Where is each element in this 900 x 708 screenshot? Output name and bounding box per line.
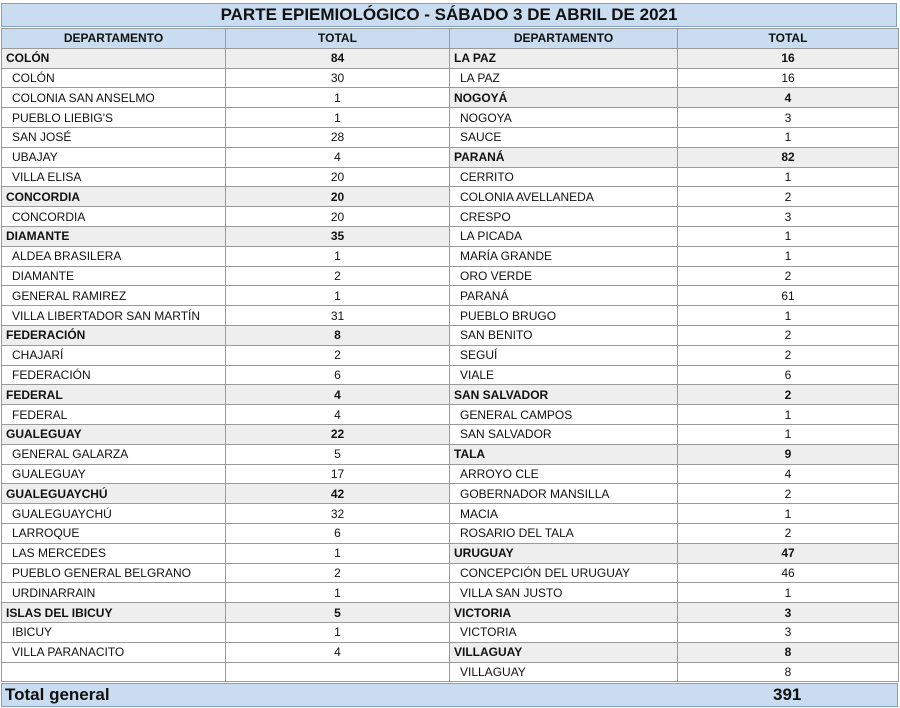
- table-header-row: [2, 29, 899, 49]
- locality-total-left: [226, 662, 450, 682]
- locality-total-right: 2: [678, 484, 899, 504]
- locality-name-right: SAN SALVADOR: [450, 424, 678, 444]
- locality-total-left: 30: [226, 68, 450, 88]
- locality-total-left: 1: [226, 88, 450, 108]
- department-total-left: 4: [226, 385, 450, 405]
- locality-total-left: 4: [226, 642, 450, 662]
- locality-total-left: 4: [226, 405, 450, 425]
- locality-name-left: CHAJARÍ: [2, 345, 226, 365]
- department-total-right: 8: [678, 642, 899, 662]
- locality-name-right: ORO VERDE: [450, 266, 678, 286]
- locality-name-right: LA PAZ: [450, 68, 678, 88]
- locality-total-right: 4: [678, 464, 899, 484]
- locality-total-left: 32: [226, 504, 450, 524]
- locality-total-left: 1: [226, 286, 450, 306]
- cases-table: [1, 28, 899, 682]
- department-total-left: 35: [226, 226, 450, 246]
- total-general-label: Total general: [5, 685, 110, 704]
- locality-name-left: VILLA PARANACITO: [2, 642, 226, 662]
- locality-name-right: VILLA SAN JUSTO: [450, 583, 678, 603]
- locality-total-right: 61: [678, 286, 899, 306]
- department-total-right: 3: [678, 603, 899, 623]
- locality-name-right: CONCEPCIÓN DEL URUGUAY: [450, 563, 678, 583]
- department-name-left: CONCORDIA: [2, 187, 226, 207]
- locality-total-left: 28: [226, 127, 450, 147]
- locality-name-right: PARANÁ: [450, 286, 678, 306]
- locality-total-right: 1: [678, 127, 899, 147]
- locality-total-right: 1: [678, 226, 899, 246]
- table-row: [2, 207, 899, 227]
- department-name-left: GUALEGUAY: [2, 424, 226, 444]
- locality-total-right: 2: [678, 187, 899, 207]
- locality-name-left: FEDERACIÓN: [2, 365, 226, 385]
- locality-name-right: NOGOYA: [450, 108, 678, 128]
- locality-name-right: MACIA: [450, 504, 678, 524]
- locality-total-right: 1: [678, 246, 899, 266]
- locality-name-left: PUEBLO GENERAL BELGRANO: [2, 563, 226, 583]
- department-name-left: GUALEGUAYCHÚ: [2, 484, 226, 504]
- total-general-value: 391: [773, 685, 802, 704]
- locality-total-right: 3: [678, 207, 899, 227]
- locality-total-left: 20: [226, 167, 450, 187]
- locality-total-right: 6: [678, 365, 899, 385]
- table-row: [2, 484, 899, 504]
- department-total-right: 9: [678, 444, 899, 464]
- department-name-right: LA PAZ: [450, 48, 678, 68]
- locality-name-left: COLÓN: [2, 68, 226, 88]
- locality-total-right: 3: [678, 622, 899, 642]
- column-header-total-left: TOTAL: [226, 29, 450, 49]
- locality-name-right: SAN BENITO: [450, 325, 678, 345]
- locality-name-right: CRESPO: [450, 207, 678, 227]
- locality-total-left: 2: [226, 563, 450, 583]
- report-title: PARTE EPIEMIOLÓGICO - SÁBADO 3 DE ABRIL DE 2021: [1, 3, 897, 27]
- locality-total-right: 1: [678, 424, 899, 444]
- department-name-left: DIAMANTE: [2, 226, 226, 246]
- department-total-left: 20: [226, 187, 450, 207]
- table-row: [2, 444, 899, 464]
- table-row: [2, 48, 899, 68]
- department-name-right: TALA: [450, 444, 678, 464]
- department-total-left: 84: [226, 48, 450, 68]
- table-row: [2, 187, 899, 207]
- department-name-right: VICTORIA: [450, 603, 678, 623]
- table-row: [2, 365, 899, 385]
- column-header-total-right: TOTAL: [678, 29, 899, 49]
- table-row: [2, 167, 899, 187]
- locality-total-left: 1: [226, 108, 450, 128]
- locality-name-left: LARROQUE: [2, 523, 226, 543]
- locality-total-left: 6: [226, 365, 450, 385]
- locality-name-right: LA PICADA: [450, 226, 678, 246]
- locality-total-left: 1: [226, 622, 450, 642]
- table-row: [2, 266, 899, 286]
- table-row: [2, 345, 899, 365]
- locality-total-right: 2: [678, 266, 899, 286]
- locality-name-right: GOBERNADOR MANSILLA: [450, 484, 678, 504]
- locality-total-right: 2: [678, 523, 899, 543]
- table-row: [2, 147, 899, 167]
- locality-name-left: DIAMANTE: [2, 266, 226, 286]
- department-total-right: 2: [678, 385, 899, 405]
- table-row: [2, 563, 899, 583]
- locality-total-right: 1: [678, 167, 899, 187]
- locality-name-right: GENERAL CAMPOS: [450, 405, 678, 425]
- department-name-left: FEDERAL: [2, 385, 226, 405]
- locality-name-left: GUALEGUAY: [2, 464, 226, 484]
- total-general-bar: [1, 683, 898, 707]
- locality-name-left: VILLA LIBERTADOR SAN MARTÍN: [2, 306, 226, 326]
- department-total-left: 8: [226, 325, 450, 345]
- locality-name-right: VILLAGUAY: [450, 662, 678, 682]
- locality-total-right: 1: [678, 583, 899, 603]
- department-name-right: URUGUAY: [450, 543, 678, 563]
- table-row: [2, 325, 899, 345]
- column-header-departamento-left: DEPARTAMENTO: [2, 29, 226, 49]
- locality-name-left: GENERAL RAMIREZ: [2, 286, 226, 306]
- table-body: [2, 48, 899, 682]
- locality-name-left: PUEBLO LIEBIG'S: [2, 108, 226, 128]
- department-name-left: COLÓN: [2, 48, 226, 68]
- table-row: [2, 306, 899, 326]
- locality-name-left: VILLA ELISA: [2, 167, 226, 187]
- table-row: [2, 464, 899, 484]
- department-total-right: 16: [678, 48, 899, 68]
- table-row: [2, 405, 899, 425]
- locality-name-right: CERRITO: [450, 167, 678, 187]
- table-row: [2, 622, 899, 642]
- locality-name-right: PUEBLO BRUGO: [450, 306, 678, 326]
- locality-name-right: VICTORIA: [450, 622, 678, 642]
- table-row: [2, 523, 899, 543]
- locality-name-left: UBAJAY: [2, 147, 226, 167]
- department-total-right: 4: [678, 88, 899, 108]
- table-row: [2, 603, 899, 623]
- locality-name-right: ROSARIO DEL TALA: [450, 523, 678, 543]
- table-row: [2, 246, 899, 266]
- locality-name-right: MARÍA GRANDE: [450, 246, 678, 266]
- table-row: [2, 642, 899, 662]
- table-row: [2, 286, 899, 306]
- table-row: [2, 424, 899, 444]
- table-row: [2, 108, 899, 128]
- locality-name-left: GUALEGUAYCHÚ: [2, 504, 226, 524]
- department-name-right: SAN SALVADOR: [450, 385, 678, 405]
- locality-total-left: 4: [226, 147, 450, 167]
- department-name-right: PARANÁ: [450, 147, 678, 167]
- locality-total-left: 1: [226, 543, 450, 563]
- table-row: [2, 583, 899, 603]
- locality-name-left: [2, 662, 226, 682]
- department-name-right: VILLAGUAY: [450, 642, 678, 662]
- locality-name-left: IBICUY: [2, 622, 226, 642]
- department-name-left: FEDERACIÓN: [2, 325, 226, 345]
- department-name-left: ISLAS DEL IBICUY: [2, 603, 226, 623]
- column-header-departamento-right: DEPARTAMENTO: [450, 29, 678, 49]
- locality-total-left: 2: [226, 345, 450, 365]
- locality-total-left: 17: [226, 464, 450, 484]
- locality-total-right: 1: [678, 405, 899, 425]
- table-row: [2, 385, 899, 405]
- department-total-left: 42: [226, 484, 450, 504]
- locality-name-left: GENERAL GALARZA: [2, 444, 226, 464]
- locality-total-left: 1: [226, 583, 450, 603]
- table-row: [2, 662, 899, 682]
- table-row: [2, 504, 899, 524]
- table-row: [2, 127, 899, 147]
- locality-total-right: 1: [678, 306, 899, 326]
- locality-total-right: 8: [678, 662, 899, 682]
- locality-name-left: ALDEA BRASILERA: [2, 246, 226, 266]
- locality-total-right: 46: [678, 563, 899, 583]
- locality-total-left: 6: [226, 523, 450, 543]
- table-row: [2, 88, 899, 108]
- locality-name-left: URDINARRAIN: [2, 583, 226, 603]
- department-total-left: 5: [226, 603, 450, 623]
- locality-total-left: 31: [226, 306, 450, 326]
- locality-name-left: SAN JOSÉ: [2, 127, 226, 147]
- locality-name-left: CONCORDIA: [2, 207, 226, 227]
- locality-total-right: 2: [678, 345, 899, 365]
- department-total-left: 22: [226, 424, 450, 444]
- table-row: [2, 543, 899, 563]
- locality-total-left: 1: [226, 246, 450, 266]
- locality-total-right: 1: [678, 504, 899, 524]
- department-total-right: 47: [678, 543, 899, 563]
- locality-name-right: VIALE: [450, 365, 678, 385]
- table-row: [2, 68, 899, 88]
- locality-name-left: COLONIA SAN ANSELMO: [2, 88, 226, 108]
- locality-name-right: ARROYO CLE: [450, 464, 678, 484]
- locality-total-right: 2: [678, 325, 899, 345]
- locality-name-right: SEGUÍ: [450, 345, 678, 365]
- locality-total-right: 16: [678, 68, 899, 88]
- department-total-right: 82: [678, 147, 899, 167]
- locality-name-right: COLONIA AVELLANEDA: [450, 187, 678, 207]
- department-name-right: NOGOYÁ: [450, 88, 678, 108]
- locality-total-left: 5: [226, 444, 450, 464]
- locality-name-right: SAUCE: [450, 127, 678, 147]
- table-row: [2, 226, 899, 246]
- locality-total-left: 20: [226, 207, 450, 227]
- locality-name-left: LAS MERCEDES: [2, 543, 226, 563]
- locality-name-left: FEDERAL: [2, 405, 226, 425]
- locality-total-left: 2: [226, 266, 450, 286]
- locality-total-right: 3: [678, 108, 899, 128]
